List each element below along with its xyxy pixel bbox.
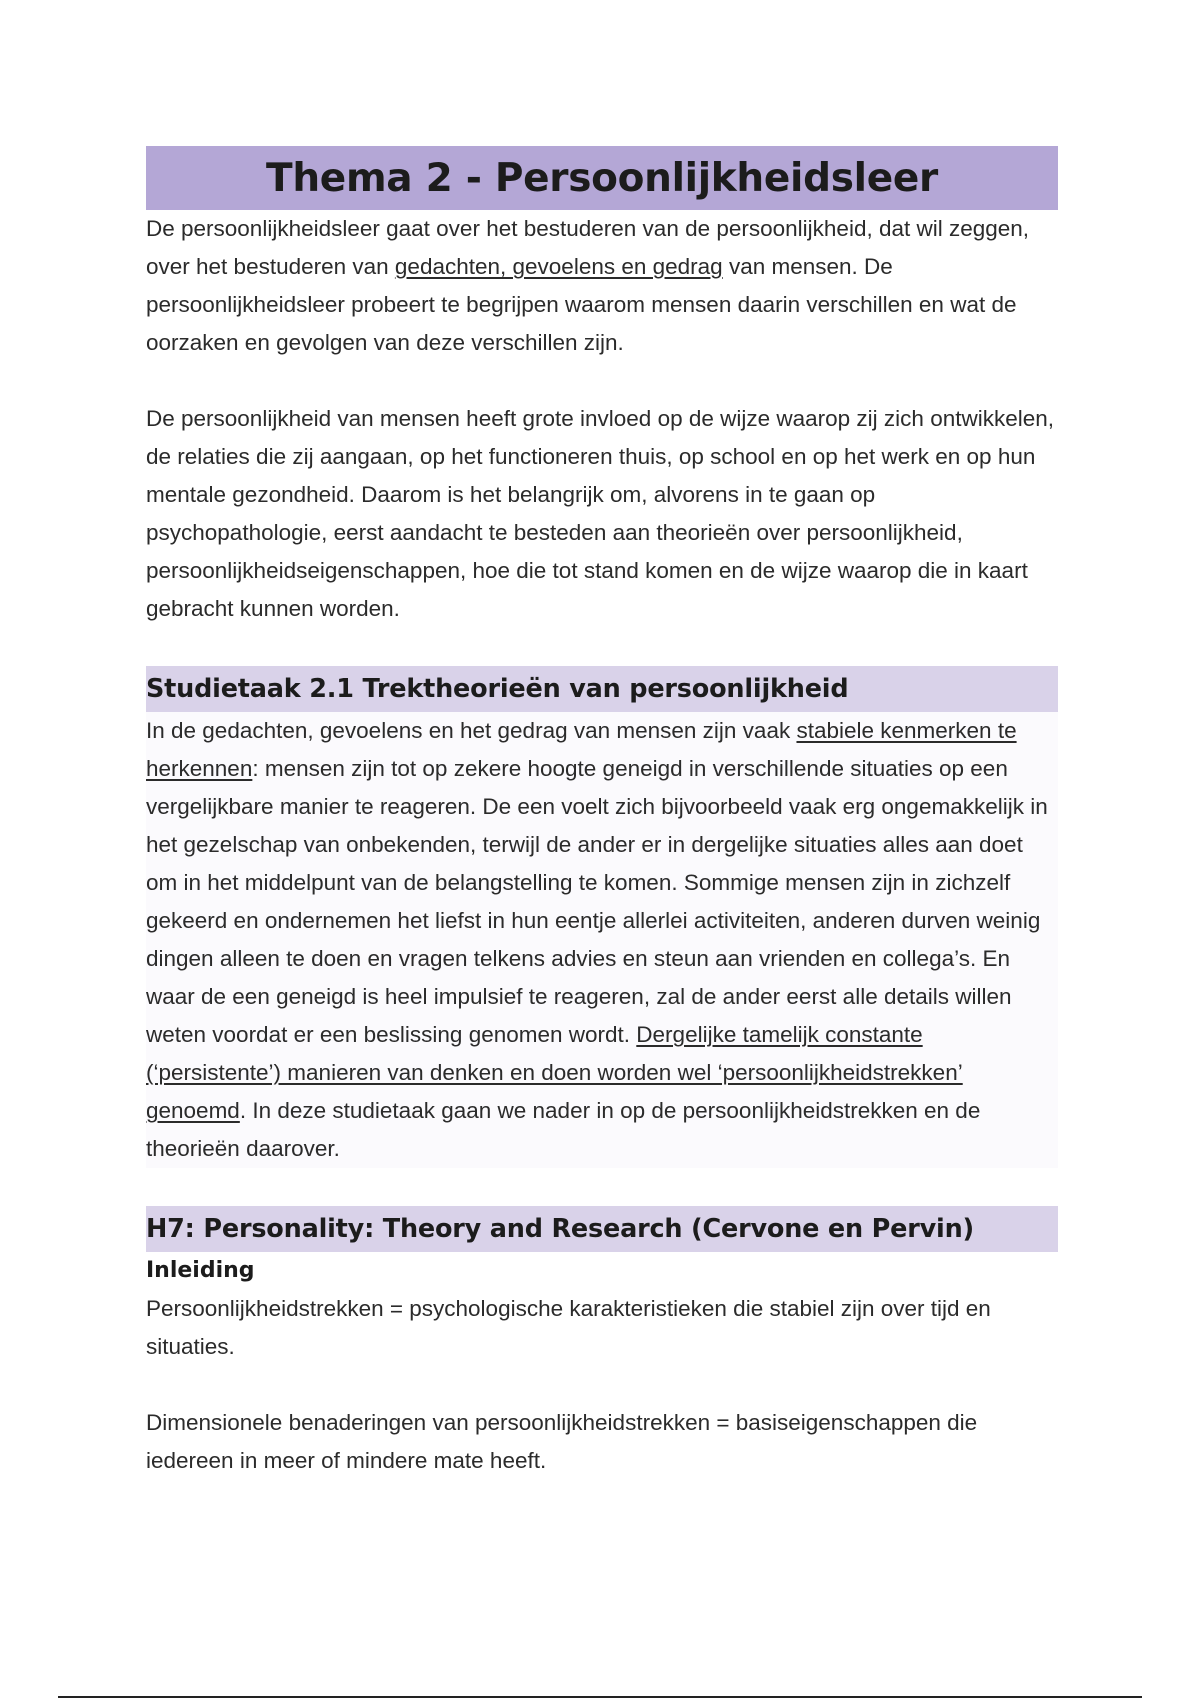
intro-text-a: De persoonlijkheidsleer gaat over het bestuderen van de persoonlijkheid, dat wil zeggen, over het bestuderen van: [146, 216, 1030, 279]
definition-dimensionele-benaderingen: Dimensionele benaderingen van persoonlijkheidstrekken = basiseigenschappen die iedereen in meer of mindere mate heeft.: [146, 1410, 978, 1473]
section-heading-h7: H7: Personality: Theory and Research (Cervone en Pervin): [146, 1214, 974, 1244]
intro-text-b: van mensen. De persoonlijkheidsleer probeert te begrijpen waarom mensen daarin verschillen en wat de oorzaken en gevolgen van deze verschillen zijn.: [146, 254, 1017, 355]
studietaak-text-b: : mensen zijn tot op zekere hoogte geneigd in verschillende situaties op een vergelijkbare manier te reageren. De een voelt zich bijvoorbeeld vaak erg ongemakkelijk in het gezelschap van onbekenden, terwijl de ander er in dergelijke situaties alles aan doet om in het middelpunt van de belangstelling te komen. Sommige mensen zijn in zichzelf gekeerd en ondernemen het liefst in hun eentje allerlei activiteiten, anderen durven weinig dingen alleen te doen en vragen telkens advies en steun aan vrienden en collega’s. En waar de een geneigd is heel impulsief te reageren, zal de ander eerst alle details willen weten voordat er een beslissing genomen wordt.: [146, 756, 1048, 1047]
studietaak-paragraph: [146, 712, 1058, 1168]
section-body-studietaak: [146, 712, 1058, 1168]
studietaak-text-a: In de gedachten, gevoelens en het gedrag van mensen zijn vaak: [146, 718, 797, 743]
studietaak-text-c: . In deze studietaak gaan we nader in op de persoonlijkheidstrekken en de theorieën daarover.: [146, 1098, 981, 1161]
studietaak-underlined-phrase-2: Dergelijke tamelijk constante (‘persistente’) manieren van denken en doen worden wel ‘persoonlijkheidstrekken’ genoemd: [146, 1022, 963, 1123]
studietaak-underlined-phrase-1: stabiele kenmerken te herkennen: [146, 718, 1017, 781]
definition-persoonlijkheidstrekken: Persoonlijkheidstrekken = psychologische karakteristieken die stabiel zijn over tijd en situaties.: [146, 1296, 991, 1359]
document-page: [146, 146, 1058, 1480]
title-banner: [146, 146, 1058, 210]
section-heading-bar-studietaak: [146, 666, 1058, 712]
intro-underlined-phrase: gedachten, gevoelens en gedrag: [394, 254, 723, 279]
intro-paragraph-1: [146, 210, 1058, 362]
subheading-inleiding: Inleiding: [146, 1258, 255, 1283]
section-heading-studietaak: Studietaak 2.1 Trektheorieën van persoonlijkheid: [146, 674, 849, 704]
page-title: Thema 2 - Persoonlijkheidsleer: [266, 155, 938, 201]
intro-paragraph-2: De persoonlijkheid van mensen heeft grote invloed op de wijze waarop zij zich ontwikkelen, de relaties die zij aangaan, op het functioneren thuis, op school en op het werk en op hun mentale gezondheid. Daarom is het belangrijk om, alvorens in te gaan op psychopathologie, eerst aandacht te besteden aan theorieën over persoonlijkheid, persoonlijkheidseigenschappen, hoe die tot stand komen en de wijze waarop die in kaart gebracht kunnen worden.: [146, 406, 1055, 621]
section-heading-bar-h7: [146, 1206, 1058, 1252]
footer-divider: [58, 1696, 1142, 1698]
